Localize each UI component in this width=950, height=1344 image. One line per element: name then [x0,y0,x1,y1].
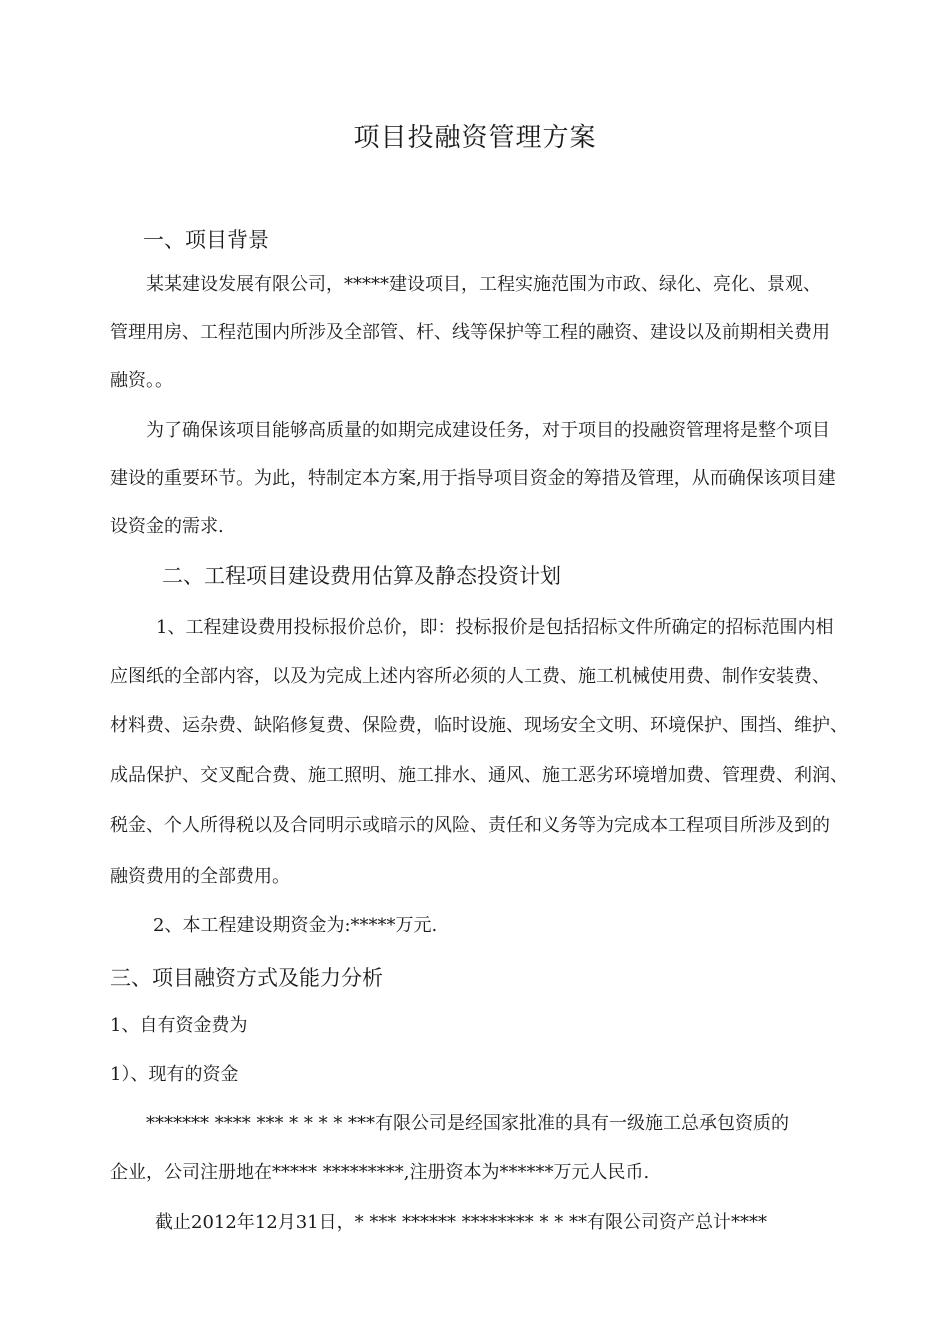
subheading-line: 1）、现有的资金 [110,1064,239,1085]
paragraph-line: 融资。。 [110,370,173,391]
paragraph-line: 截止2012年12月31日，* *** ****** ******** * * **有限公司资产总计**** [155,1212,767,1233]
document-title: 项目投融资管理方案 [353,123,597,153]
paragraph-line: 某某建设发展有限公司，*****建设项目，工程实施范围为市政、绿化、亮化、景观、 [146,274,821,295]
paragraph-line: 建设的重要环节。为此，特制定本方案,用于指导项目资金的筹措及管理，从而确保该项目建 [110,468,836,489]
paragraph-line: 成品保护、交叉配合费、施工照明、施工排水、通风、施工恶劣环境增加费、管理费、利润、 [110,765,848,786]
paragraph-line: 融资费用的全部费用。 [110,866,290,887]
paragraph-line: 材料费、运杂费、缺陷修复费、保险费，临时设施、现场安全文明、环境保护、围挡、维护、 [110,715,848,736]
paragraph-line: ******* **** *** * * * * ***有限公司是经国家批准的具有一级施工总承包资质的 [146,1113,790,1134]
paragraph-line: 应图纸的全部内容，以及为完成上述内容所必须的人工费、施工机械使用费、制作安装费、 [110,666,830,687]
section-heading-1: 一、项目背景 [143,228,269,252]
paragraph-line: 企业，公司注册地在***** *********,注册资本为******万元人民币. [110,1162,650,1183]
paragraph-line: 为了确保该项目能够高质量的如期完成建设任务，对于项目的投融资管理将是整个项目 [146,420,830,441]
paragraph-line: 2、本工程建设期资金为:*****万元. [153,915,438,936]
section-heading-3: 三、项目融资方式及能力分析 [110,966,383,990]
paragraph-line: 管理用房、工程范围内所涉及全部管、杆、线等保护等工程的融资、建设以及前期相关费用 [110,322,830,343]
section-heading-2: 二、工程项目建设费用估算及静态投资计划 [162,564,561,588]
paragraph-line: 税金、个人所得税以及合同明示或暗示的风险、责任和义务等为完成本工程项目所涉及到的 [110,815,830,836]
subheading-line: 1、自有资金费为 [110,1015,248,1036]
paragraph-line: 1、工程建设费用投标报价总价，即：投标报价是包括招标文件所确定的招标范围内相 [156,617,834,638]
paragraph-line: 设资金的需求. [110,516,224,537]
